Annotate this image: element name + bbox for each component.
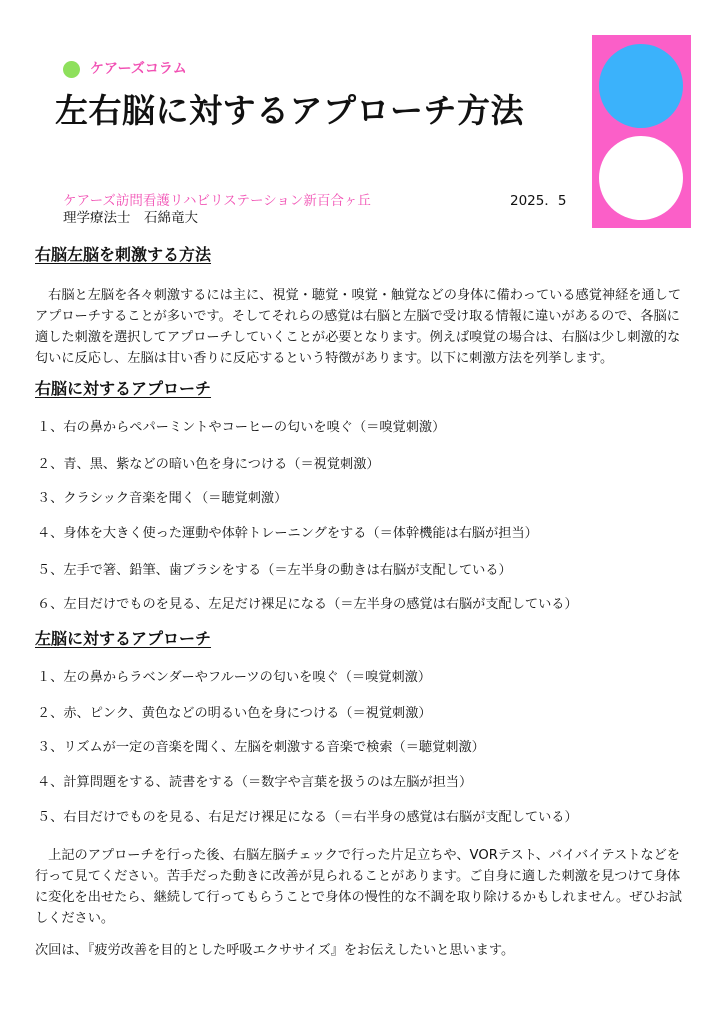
list-item: ２、赤、ピンク、黄色などの明るい色を身につける（＝視覚刺激）	[37, 706, 432, 721]
list-item: ３、クラシック音楽を聞く（＝聴覚刺激）	[37, 491, 288, 506]
intro-paragraph: 右脳と左脳を各々刺激するには主に、視覚・聴覚・嗅覚・触覚などの身体に備わっている感覚神経を通してアプローチすることが多いです。そしてそれらの感覚は右脳と左脳で受け取る情報に違いがあるので、各脳に適した刺激を選択してアプローチしていくことが必要となります。例えば嗅覚の場合は、右脳は少し刺激的な匂いに反応し、左脳は甘い香りに反応するという特徴があります。以下に刺激方法を列挙します。	[35, 288, 682, 366]
blue-circle-icon	[599, 44, 683, 128]
publication-date: 2025．5	[510, 193, 567, 209]
list-item: ２、青、黒、紫などの暗い色を身につける（＝視覚刺激）	[37, 457, 380, 472]
next-issue-note: 次回は、『疲労改善を目的とした呼吸エクササイズ』をお伝えしたいと思います。	[35, 943, 515, 958]
list-item: ５、左手で箸、鉛筆、歯ブラシをする（＝左半身の動きは右脳が支配している）	[37, 563, 512, 578]
column-label: ケアーズコラム	[90, 61, 187, 77]
closing-paragraph: 上記のアプローチを行った後、右脳左脳チェックで行った片足立ちや、VORテスト、バイバイテストなどを行って見てください。苦手だった動きに改善が見られることがあります。ご自身に適した刺激を見つけて身体に変化を出せたら、継続して行ってもらうことで身体の慢性的な不調を取り除けるかもしれません。ぜひお試しください。	[35, 848, 682, 926]
decorative-circles-panel	[592, 35, 691, 228]
list-item: ３、リズムが一定の音楽を聞く、左脳を刺激する音楽で検索（＝聴覚刺激）	[37, 740, 485, 755]
author-name: 理学療法士 石綿竜大	[63, 210, 198, 226]
list-item: ４、身体を大きく使った運動や体幹トレーニングをする（＝体幹機能は右脳が担当）	[37, 526, 538, 541]
list-item: ４、計算問題をする、読書をする（＝数字や言葉を扱うのは左脳が担当）	[37, 775, 473, 790]
list-item: １、右の鼻からペパーミントやコーヒーの匂いを嗅ぐ（＝嗅覚刺激）	[37, 420, 446, 435]
section-heading-right-brain: 右脳に対するアプローチ	[35, 379, 212, 398]
white-circle-icon	[599, 136, 683, 220]
list-item: ５、右目だけでものを見る、右足だけ裸足になる（＝右半身の感覚は右脳が支配している）	[37, 810, 578, 825]
green-dot-icon	[63, 61, 80, 78]
section-heading-stimulation-methods: 右脳左脳を刺激する方法	[35, 245, 212, 264]
list-item: ６、左目だけでものを見る、左足だけ裸足になる（＝左半身の感覚は右脳が支配している）	[37, 597, 578, 612]
page-title: 左右脳に対するアプローチ方法	[55, 91, 524, 130]
organization-name: ケアーズ訪問看護リハビリステーション新百合ヶ丘	[63, 193, 371, 209]
list-item: １、左の鼻からラベンダーやフルーツの匂いを嗅ぐ（＝嗅覚刺激）	[37, 670, 432, 685]
section-heading-left-brain: 左脳に対するアプローチ	[35, 629, 212, 648]
